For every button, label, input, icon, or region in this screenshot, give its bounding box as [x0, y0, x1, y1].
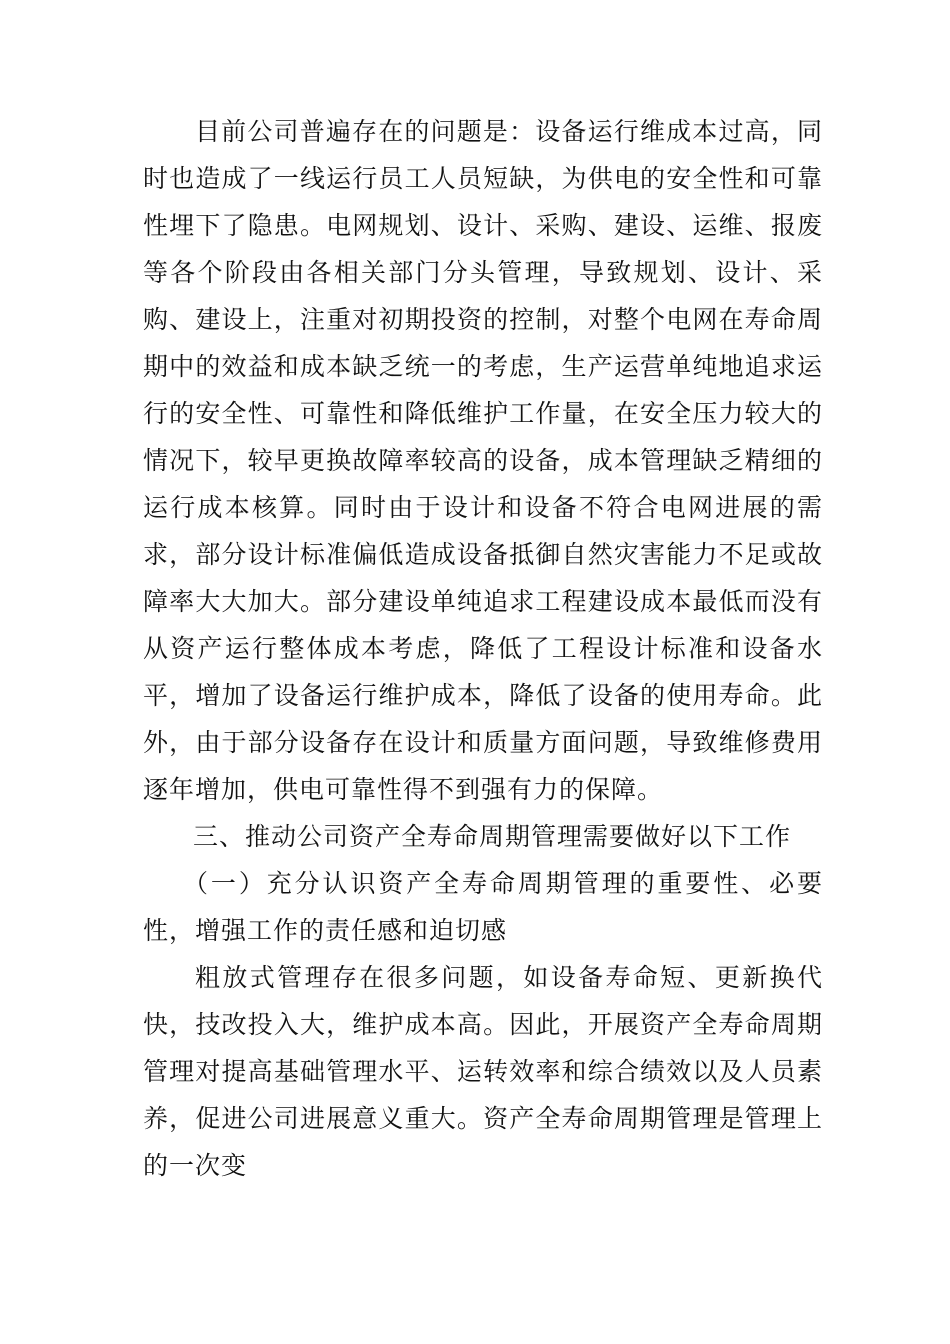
document-body — [143, 108, 823, 1189]
body-paragraph: 目前公司普遍存在的问题是：设备运行维成本过高，同时也造成了一线运行员工人员短缺，为供电的安全性和可靠性埋下了隐患。电网规划、设计、采购、建设、运维、报废等各个阶段由各相关部门分头管理，导致规划、设计、采购、建设上，注重对初期投资的控制，对整个电网在寿命周期中的效益和成本缺乏统一的考虑，生产运营单纯地追求运行的安全性、可靠性和降低维护工作量，在安全压力较大的情况下，较早更换故障率较高的设备，成本管理缺乏精细的运行成本核算。同时由于设计和设备不符合电网进展的需求，部分设计标准偏低造成设备抵御自然灾害能力不足或故障率大大加大。部分建设单纯追求工程建设成本最低而没有从资产运行整体成本考虑，降低了工程设计标准和设备水平，增加了设备运行维护成本，降低了设备的使用寿命。此外，由于部分设备存在设计和质量方面问题，导致维修费用逐年增加，供电可靠性得不到强有力的保障。 — [143, 117, 823, 804]
body-paragraph: 粗放式管理存在很多问题，如设备寿命短、更新换代快，技改投入大，维护成本高。因此，开展资产全寿命周期管理对提高基础管理水平、运转效率和综合绩效以及人员素养，促进公司进展意义重大。资产全寿命周期管理是管理上的一次变 — [143, 963, 823, 1180]
subsection-heading: （一）充分认识资产全寿命周期管理的重要性、必要性，增强工作的责任感和迫切感 — [143, 869, 823, 945]
section-heading: 三、推动公司资产全寿命周期管理需要做好以下工作 — [193, 822, 792, 851]
